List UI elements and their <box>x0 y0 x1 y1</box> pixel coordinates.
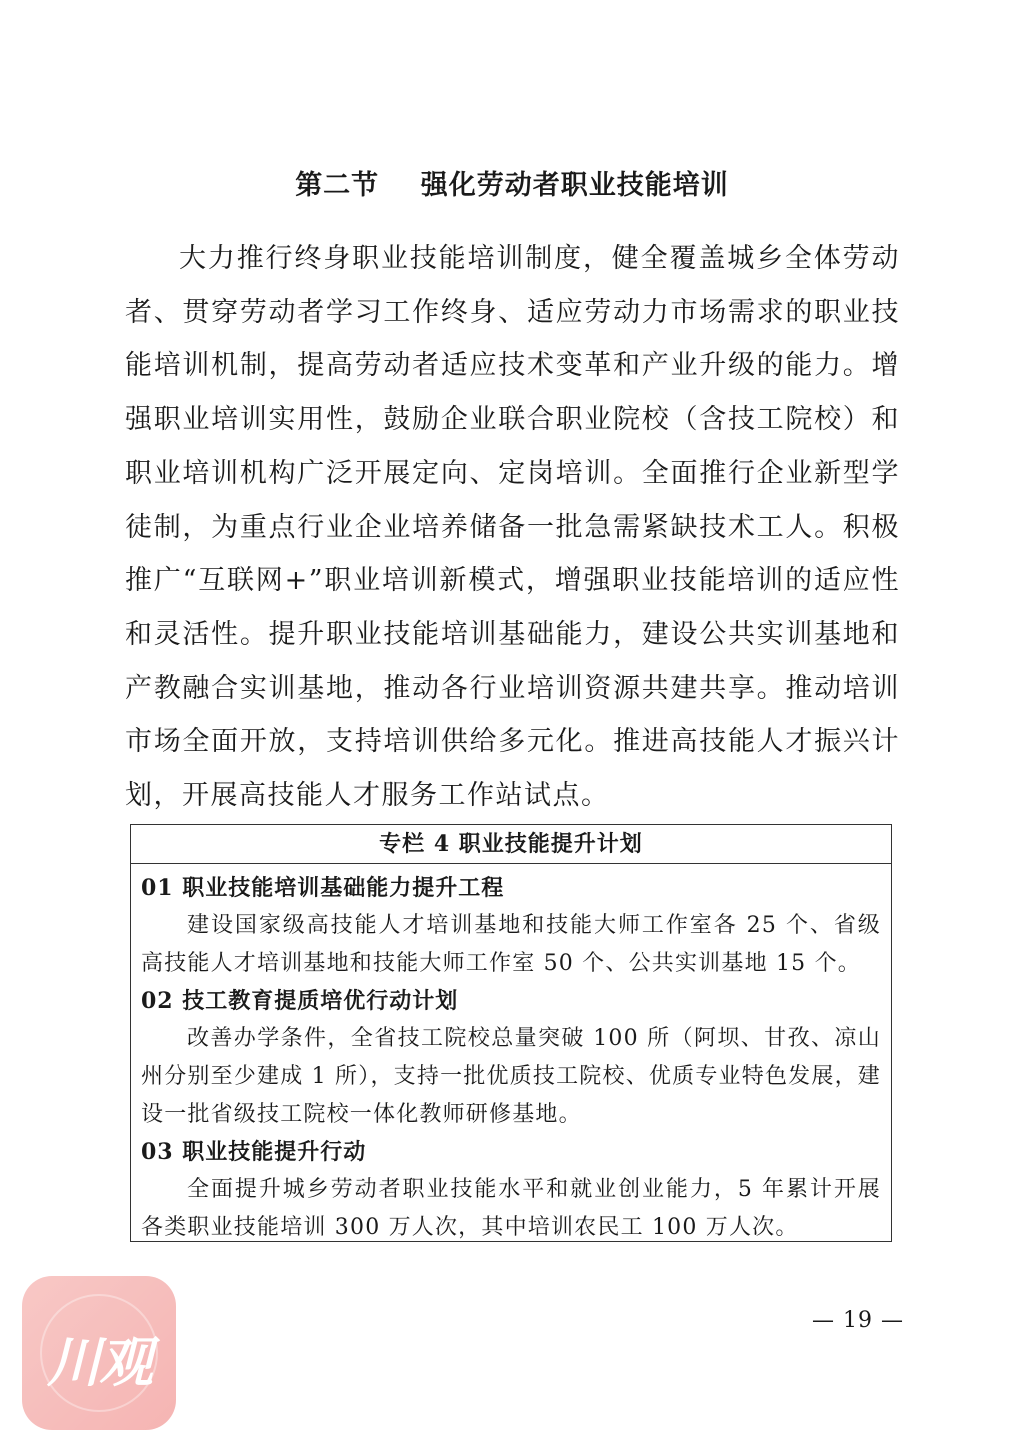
body-paragraph: 大力推行终身职业技能培训制度，健全覆盖城乡全体劳动者、贯穿劳动者学习工作终身、适应劳动力市场需求的职业技能培训机制，提高劳动者适应技术变革和产业升级的能力。增强职业培训实用性，鼓励企业联合职业院校（含技工院校）和职业培训机构广泛开展定向、定岗培训。全面推行企业新型学徒制，为重点行业企业培养储备一批急需紧缺技术工人。积极推广“互联网+”职业培训新模式，增强职业技能培训的适应性和灵活性。提升职业技能培训基础能力，建设公共实训基地和产教融合实训基地，推动各行业培训资源共建共享。推动培训市场全面开放，支持培训供给多元化。推进高技能人才振兴计划，开展高技能人才服务工作站试点。 <box>125 243 900 812</box>
watermark-logo-text: 川观 <box>47 1331 151 1394</box>
item-title-02: 02 技工教育提质培优行动计划 <box>141 988 459 1014</box>
item-text-02: 改善办学条件，全省技工院校总量突破 100 所（阿坝、甘孜、凉山州分别至少建成 1 所），支持一批优质技工院校、优质专业特色发展，建设一批省级技工院校一体化教师研修基地。 <box>141 1026 881 1127</box>
watermark-logo <box>22 1276 176 1430</box>
item-title-03: 03 职业技能提升行动 <box>141 1139 367 1165</box>
item-text-03: 全面提升城乡劳动者职业技能水平和就业创业能力，5 年累计开展各类职业技能培训 300 万人次，其中培训农民工 100 万人次。 <box>141 1177 881 1240</box>
item-title-01: 01 职业技能培训基础能力提升工程 <box>141 875 505 901</box>
item-text-01: 建设国家级高技能人才培训基地和技能大师工作室各 25 个、省级高技能人才培训基地和技能大师工作室 50 个、公共实训基地 15 个。 <box>141 913 881 976</box>
section-heading: 第二节 强化劳动者职业技能培训 <box>295 170 729 201</box>
special-column-content <box>131 864 891 1247</box>
page-number: — 19 — <box>812 1308 904 1333</box>
special-column-title: 专栏 4 职业技能提升计划 <box>131 825 891 864</box>
special-column-box <box>130 824 892 1242</box>
